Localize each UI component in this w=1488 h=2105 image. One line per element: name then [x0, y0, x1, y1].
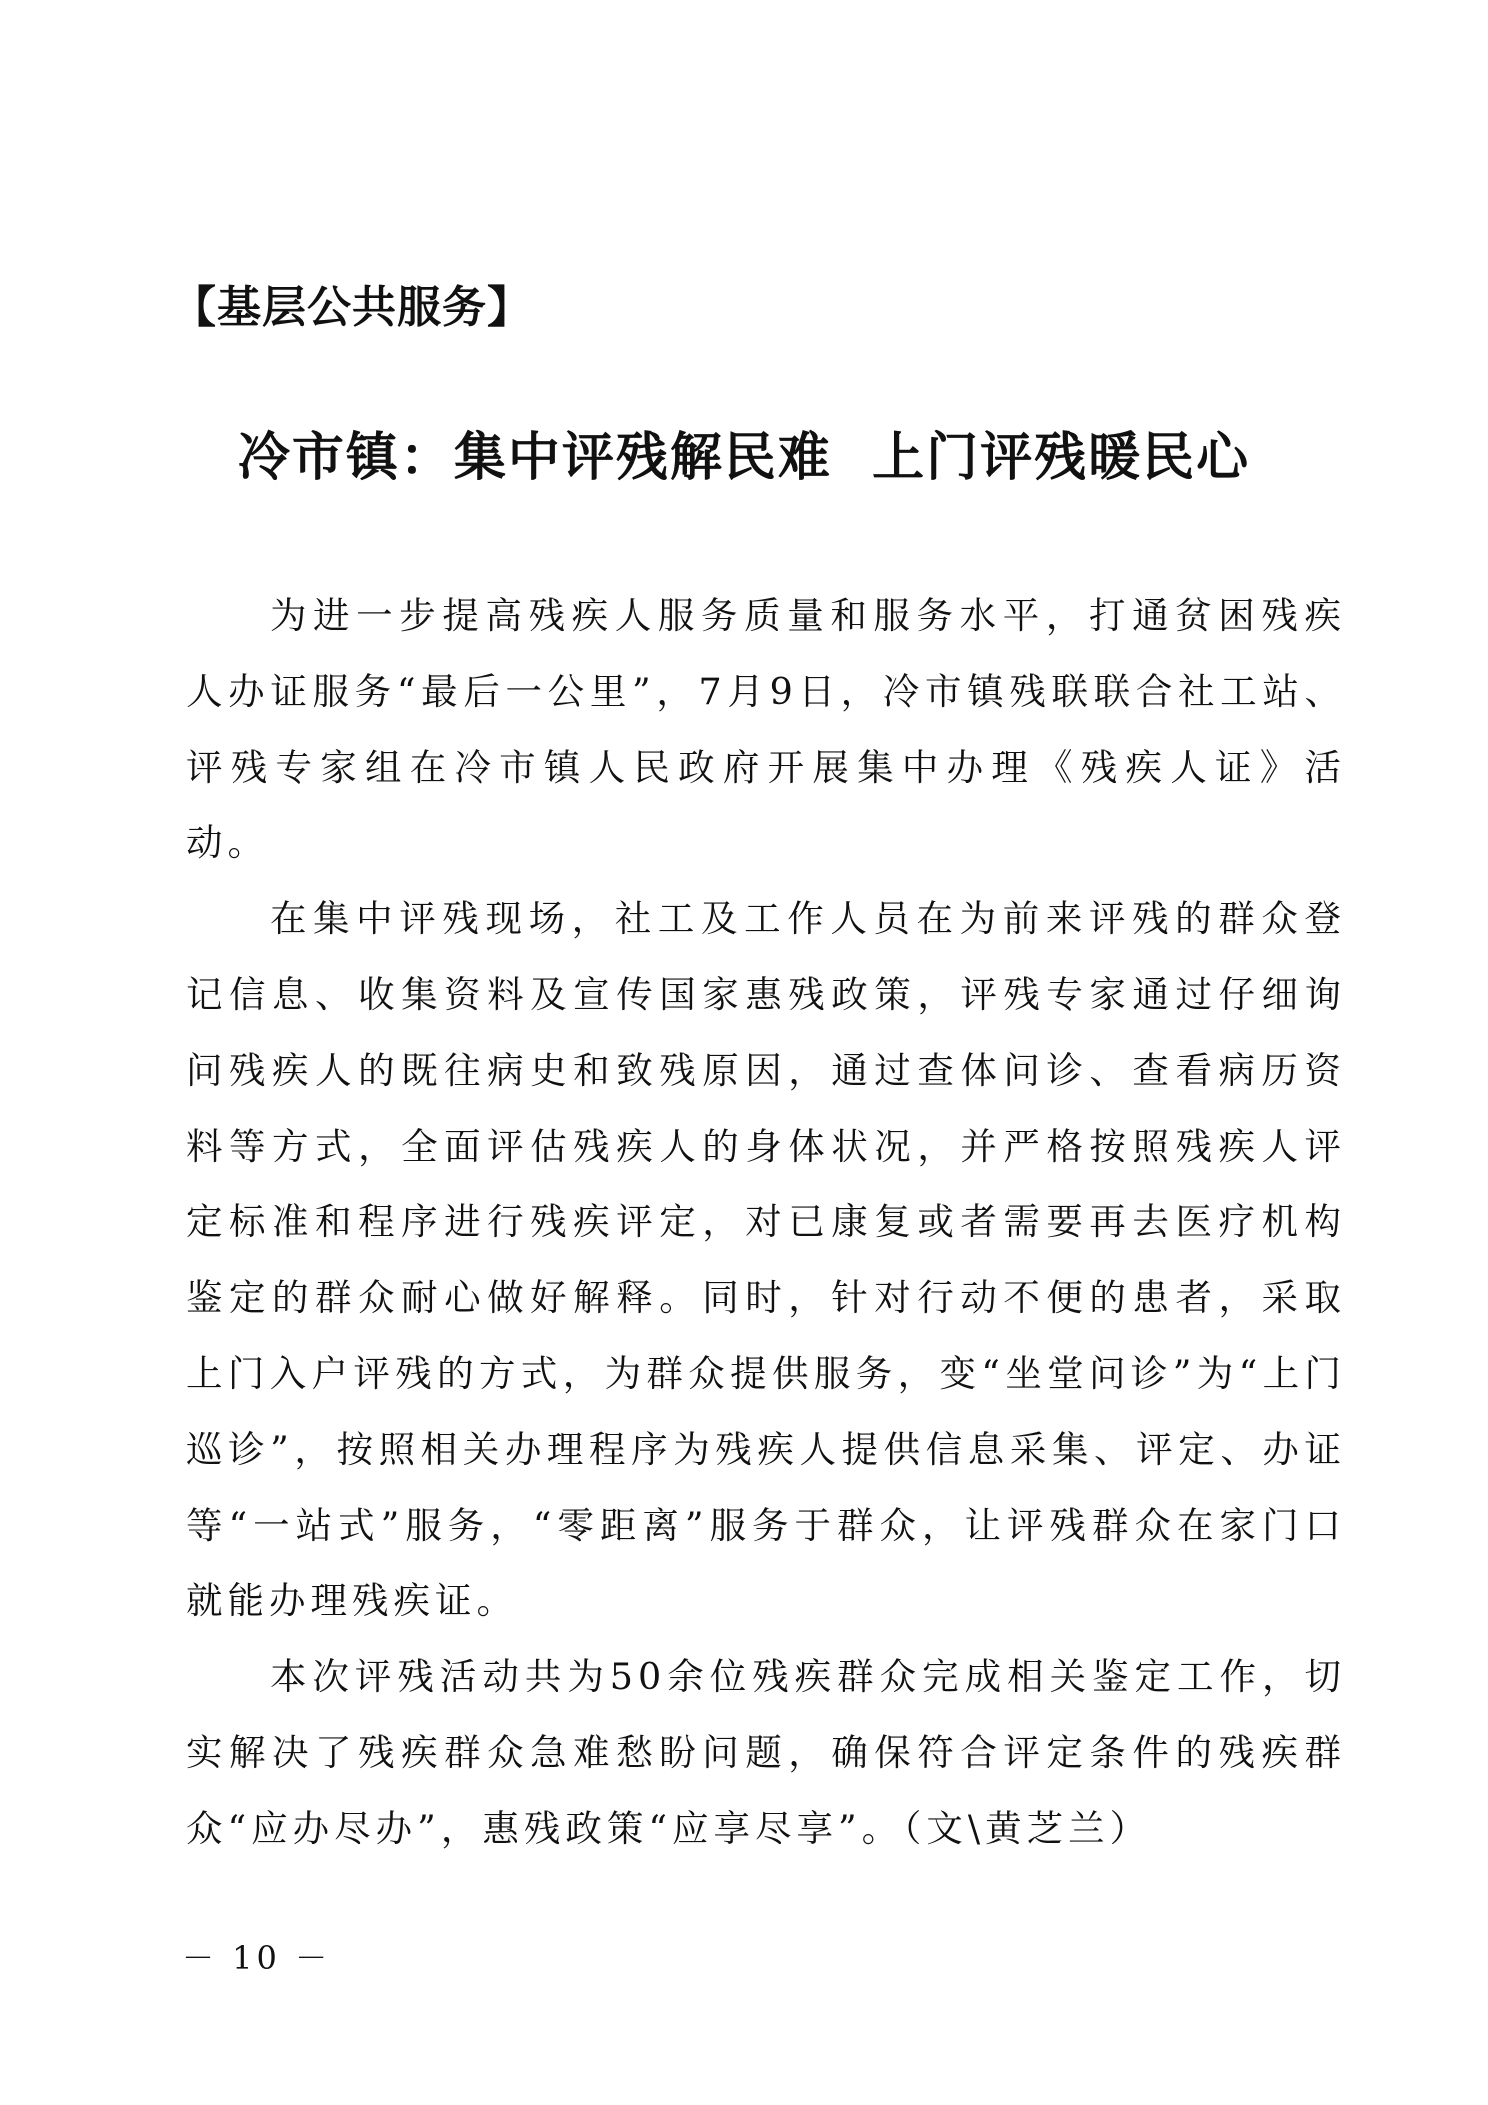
body-paragraph: 在集中评残现场，社工及工作人员在为前来评残的群众登记信息、收集资料及宣传国家惠残政策，评残专家通过仔细询问残疾人的既往病史和致残原因，通过查体问诊、查看病历资料等方式，全面评估残疾人的身体状况，并严格按照残疾人评定标准和程序进行残疾评定，对已康复或者需要再去医疗机构鉴定的群众耐心做好解释。同时，针对行动不便的患者，采取上门入户评残的方式，为群众提供服务，变“坐堂问诊”为“上门巡诊”，按照相关办理程序为残疾人提供信息采集、评定、办证等“一站式”服务，“零距离”服务于群众，让评残群众在家门口就能办理残疾证。: [186, 897, 1346, 1623]
body-paragraph: 为进一步提高残疾人服务质量和服务水平，打通贫困残疾人办证服务“最后一公里”，7月9日，冷市镇残联联合社工站、评残专家组在冷市镇人民政府开展集中办理《残疾人证》活动。: [186, 594, 1346, 865]
article-title: 冷市镇：集中评残解民难 上门评残暖民心: [237, 428, 1251, 488]
article-body: [186, 578, 1346, 1867]
body-paragraph: 本次评残活动共为50余位残疾群众完成相关鉴定工作，切实解决了残疾群众急难愁盼问题，确保符合评定条件的残疾群众“应办尽办”，惠残政策“应享尽享”。（文\黄芝兰）: [186, 1655, 1346, 1850]
section-tag: 【基层公共服务】: [172, 282, 532, 333]
page-number: － 10 －: [182, 1939, 332, 1977]
